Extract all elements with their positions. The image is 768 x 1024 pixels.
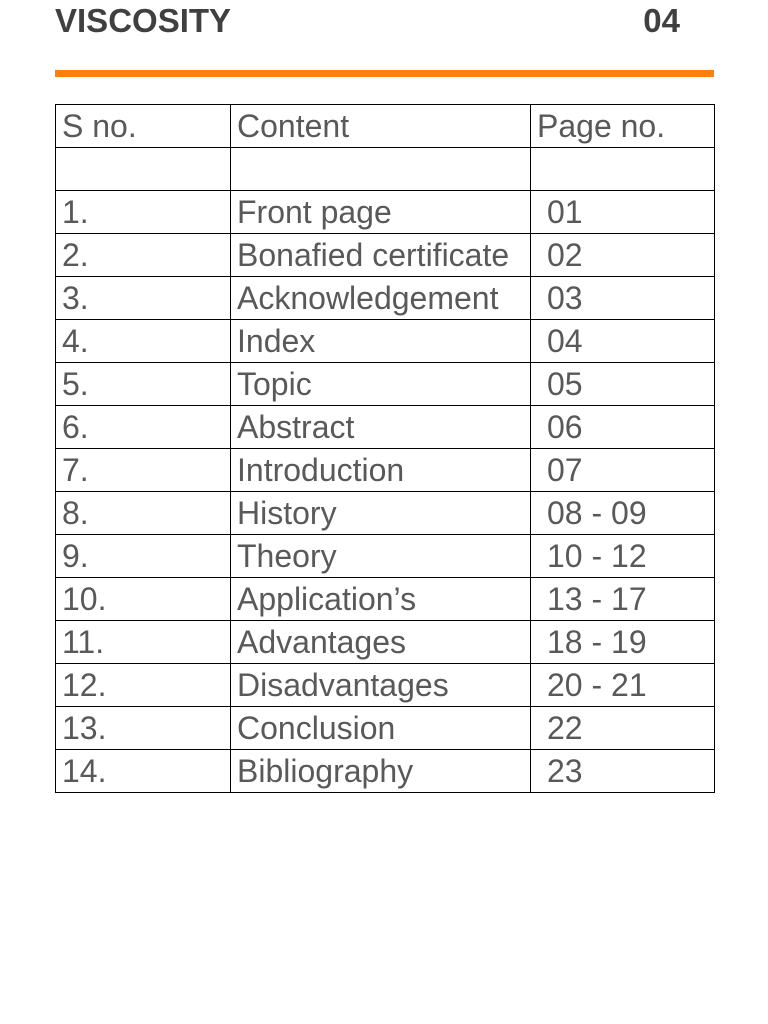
- content-cell: Conclusion: [231, 707, 531, 750]
- page-cell: 13 - 17: [531, 578, 715, 621]
- content-cell: Bibliography: [231, 750, 531, 793]
- sno-cell: 11.: [56, 621, 231, 664]
- document-title: VISCOSITY: [55, 2, 232, 39]
- page-header: [55, 0, 680, 42]
- page-number: 04: [643, 2, 680, 39]
- content-cell: History: [231, 492, 531, 535]
- sno-cell: 1.: [56, 191, 231, 234]
- sno-cell: 4.: [56, 320, 231, 363]
- column-header-content: Content: [231, 105, 531, 148]
- sno-cell: 10.: [56, 578, 231, 621]
- page-cell: 08 - 09: [531, 492, 715, 535]
- sno-cell: 12.: [56, 664, 231, 707]
- page-cell: 22: [531, 707, 715, 750]
- blank-cell: [56, 148, 231, 191]
- sno-cell: 2.: [56, 234, 231, 277]
- content-cell: Advantages: [231, 621, 531, 664]
- table-header-row: [56, 105, 715, 148]
- content-cell: Topic: [231, 363, 531, 406]
- page-cell: 03: [531, 277, 715, 320]
- table-row: [56, 449, 715, 492]
- column-header-page: Page no.: [531, 105, 715, 148]
- table-row: [56, 234, 715, 277]
- table-row: [56, 277, 715, 320]
- content-cell: Theory: [231, 535, 531, 578]
- content-cell: Introduction: [231, 449, 531, 492]
- sno-cell: 7.: [56, 449, 231, 492]
- table-of-contents: [55, 104, 715, 793]
- page-cell: 02: [531, 234, 715, 277]
- table-row: [56, 320, 715, 363]
- sno-cell: 3.: [56, 277, 231, 320]
- page-cell: 07: [531, 449, 715, 492]
- page-cell: 18 - 19: [531, 621, 715, 664]
- content-cell: Front page: [231, 191, 531, 234]
- sno-cell: 8.: [56, 492, 231, 535]
- page-cell: 20 - 21: [531, 664, 715, 707]
- orange-divider: [55, 70, 714, 77]
- content-cell: Application’s: [231, 578, 531, 621]
- table-row: [56, 363, 715, 406]
- content-cell: Abstract: [231, 406, 531, 449]
- content-cell: Disadvantages: [231, 664, 531, 707]
- table-row: [56, 664, 715, 707]
- table-row: [56, 535, 715, 578]
- content-cell: Acknowledgement: [231, 277, 531, 320]
- content-cell: Bonafied certificate: [231, 234, 531, 277]
- table-row: [56, 191, 715, 234]
- sno-cell: 13.: [56, 707, 231, 750]
- blank-row: [56, 148, 715, 191]
- blank-cell: [531, 148, 715, 191]
- blank-cell: [231, 148, 531, 191]
- page-cell: 01: [531, 191, 715, 234]
- sno-cell: 9.: [56, 535, 231, 578]
- column-header-sno: S no.: [56, 105, 231, 148]
- page-cell: 05: [531, 363, 715, 406]
- sno-cell: 6.: [56, 406, 231, 449]
- table-row: [56, 707, 715, 750]
- page-cell: 23: [531, 750, 715, 793]
- sno-cell: 14.: [56, 750, 231, 793]
- table-row: [56, 750, 715, 793]
- table-row: [56, 621, 715, 664]
- table-row: [56, 578, 715, 621]
- page-cell: 10 - 12: [531, 535, 715, 578]
- content-cell: Index: [231, 320, 531, 363]
- sno-cell: 5.: [56, 363, 231, 406]
- table-row: [56, 492, 715, 535]
- page-cell: 04: [531, 320, 715, 363]
- table-row: [56, 406, 715, 449]
- page-cell: 06: [531, 406, 715, 449]
